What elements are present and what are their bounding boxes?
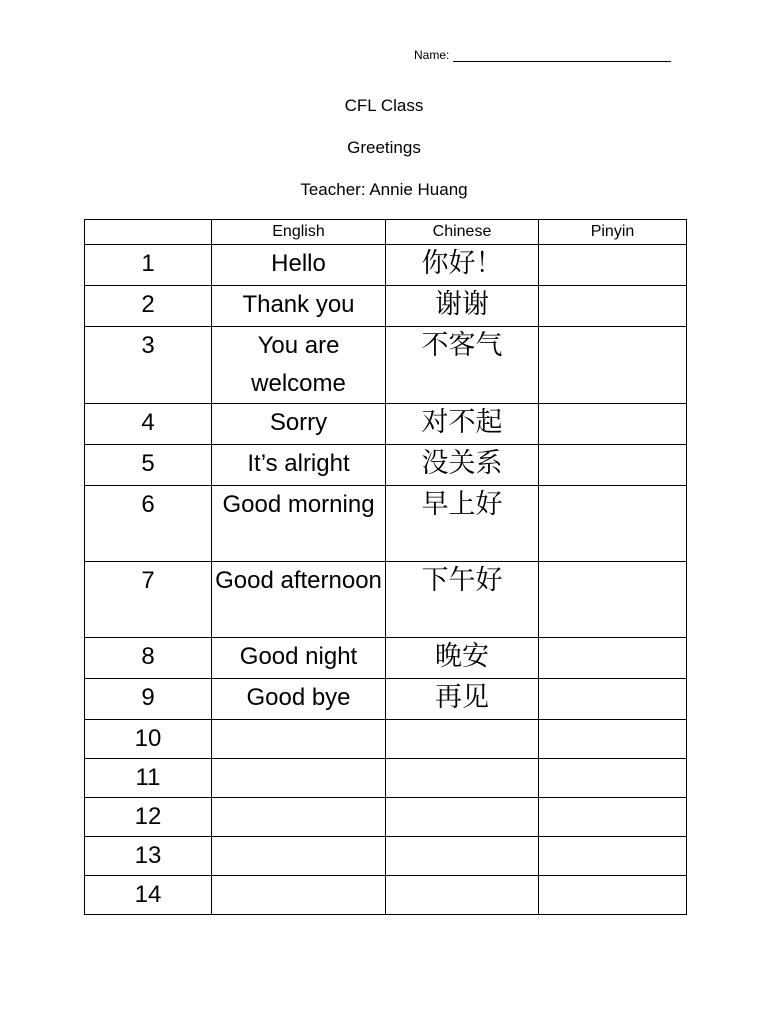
name-label: Name: <box>414 48 450 62</box>
column-header-number <box>85 220 212 245</box>
column-header-english: English <box>212 220 386 245</box>
table-row <box>85 720 687 759</box>
table-row <box>85 286 687 327</box>
row-number: 3 <box>85 327 212 404</box>
teacher-line: Teacher: Annie Huang <box>300 180 468 199</box>
pinyin-cell[interactable] <box>539 679 687 720</box>
table-row <box>85 327 687 404</box>
english-cell <box>212 759 386 798</box>
chinese-cell <box>386 720 539 759</box>
chinese-cell <box>386 876 539 915</box>
row-number: 8 <box>85 638 212 679</box>
chinese-cell: 你好！ <box>386 245 539 286</box>
pinyin-cell[interactable] <box>539 286 687 327</box>
row-number: 12 <box>85 798 212 837</box>
class-title: CFL Class <box>344 96 424 115</box>
row-number: 9 <box>85 679 212 720</box>
table-row <box>85 445 687 486</box>
pinyin-cell[interactable] <box>539 327 687 404</box>
column-header-chinese: Chinese <box>386 220 539 245</box>
chinese-cell: 对不起 <box>386 404 539 445</box>
chinese-cell <box>386 798 539 837</box>
table-row <box>85 837 687 876</box>
pinyin-cell[interactable] <box>539 759 687 798</box>
english-cell: Good afternoon <box>212 562 386 638</box>
table-row <box>85 486 687 562</box>
chinese-cell <box>386 759 539 798</box>
row-number: 4 <box>85 404 212 445</box>
english-cell: It’s alright <box>212 445 386 486</box>
table-row <box>85 638 687 679</box>
table-row <box>85 404 687 445</box>
row-number: 7 <box>85 562 212 638</box>
chinese-cell <box>386 837 539 876</box>
table-row <box>85 798 687 837</box>
row-number: 14 <box>85 876 212 915</box>
pinyin-cell[interactable] <box>539 245 687 286</box>
table-row <box>85 562 687 638</box>
topic-title: Greetings <box>347 138 421 157</box>
row-number: 1 <box>85 245 212 286</box>
pinyin-cell[interactable] <box>539 837 687 876</box>
english-cell: Thank you <box>212 286 386 327</box>
table-row <box>85 759 687 798</box>
english-cell: You are welcome <box>212 327 386 404</box>
row-number: 2 <box>85 286 212 327</box>
name-blank-line[interactable] <box>453 49 671 62</box>
chinese-cell: 谢谢 <box>386 286 539 327</box>
pinyin-cell[interactable] <box>539 404 687 445</box>
row-number: 6 <box>85 486 212 562</box>
chinese-cell: 下午好 <box>386 562 539 638</box>
english-cell: Sorry <box>212 404 386 445</box>
pinyin-cell[interactable] <box>539 798 687 837</box>
table-row <box>85 679 687 720</box>
pinyin-cell[interactable] <box>539 876 687 915</box>
pinyin-cell[interactable] <box>539 445 687 486</box>
pinyin-cell[interactable] <box>539 638 687 679</box>
row-number: 13 <box>85 837 212 876</box>
table-row <box>85 245 687 286</box>
pinyin-cell[interactable] <box>539 562 687 638</box>
row-number: 10 <box>85 720 212 759</box>
english-cell <box>212 798 386 837</box>
english-cell <box>212 837 386 876</box>
table-row <box>85 876 687 915</box>
english-cell <box>212 720 386 759</box>
pinyin-cell[interactable] <box>539 720 687 759</box>
name-field[interactable] <box>414 48 671 62</box>
chinese-cell: 早上好 <box>386 486 539 562</box>
english-cell: Good night <box>212 638 386 679</box>
table-body <box>85 245 687 915</box>
row-number: 5 <box>85 445 212 486</box>
english-cell: Good bye <box>212 679 386 720</box>
chinese-cell: 再见 <box>386 679 539 720</box>
row-number: 11 <box>85 759 212 798</box>
chinese-cell: 不客气 <box>386 327 539 404</box>
english-cell: Good morning <box>212 486 386 562</box>
english-cell <box>212 876 386 915</box>
chinese-cell: 没关系 <box>386 445 539 486</box>
column-header-pinyin: Pinyin <box>539 220 687 245</box>
english-cell: Hello <box>212 245 386 286</box>
table-header-row <box>85 220 687 245</box>
pinyin-cell[interactable] <box>539 486 687 562</box>
chinese-cell: 晚安 <box>386 638 539 679</box>
vocabulary-table <box>84 219 687 915</box>
